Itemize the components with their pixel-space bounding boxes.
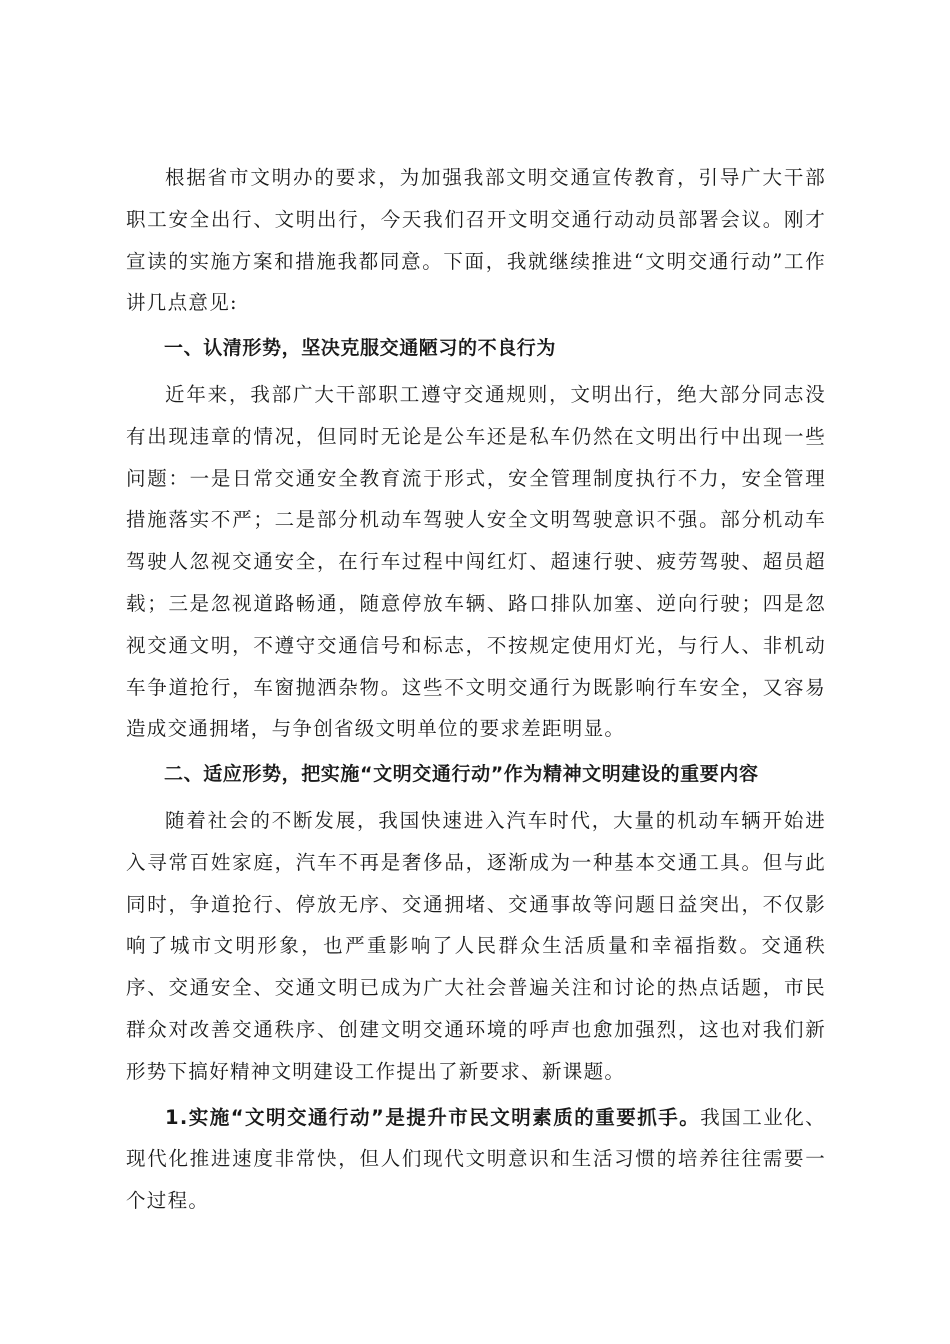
section-1-paragraph: 近年来，我部广大干部职工遵守交通规则，文明出行，绝大部分同志没有出现违章的情况，但同时无论是公车还是私车仍然在文明出行中出现一些问题：一是日常交通安全教育流于形式，安全管理制度执行不力，安全管理措施落实不严；二是部分机动车驾驶人安全文明驾驶意识不强。部分机动车驾驶人忽视交通安全，在行车过程中闯红灯、超速行驶、疲劳驾驶、超员超载；三是忽视道路畅通，随意停放车辆、路口排队加塞、逆向行驶；四是忽视交通文明，不遵守交通信号和标志，不按规定使用灯光，与行人、非机动车争道抢行，车窗抛洒杂物。这些不文明交通行为既影响行车安全，又容易造成交通拥堵，与争创省级文明单位的要求差距明显。 — [126, 382, 826, 741]
section-1-heading: 一、认清形势，坚决克服交通陋习的不良行为 — [164, 337, 557, 360]
point-1-body: 我国工业化、现代化推进速度非常快，但人们现代文明意识和生活习惯的培养往往需要一个过程。 — [126, 1105, 826, 1213]
point-1-paragraph — [126, 1097, 826, 1222]
point-1-lead: 1.实施“文明交通行动”是提升市民文明素质的重要抓手。 — [165, 1105, 701, 1129]
intro-paragraph: 根据省市文明办的要求，为加强我部文明交通宣传教育，引导广大干部职工安全出行、文明出行，今天我们召开文明交通行动动员部署会议。刚才宣读的实施方案和措施我都同意。下面，我就继续推进“文明交通行动”工作讲几点意见: — [126, 166, 826, 315]
section-2-paragraph: 随着社会的不断发展，我国快速进入汽车时代，大量的机动车辆开始进入寻常百姓家庭，汽车不再是奢侈品，逐渐成为一种基本交通工具。但与此同时，争道抢行、停放无序、交通拥堵、交通事故等问题日益突出，不仅影响了城市文明形象，也严重影响了人民群众生活质量和幸福指数。交通秩序、交通安全、交通文明已成为广大社会普遍关注和讨论的热点话题，市民群众对改善交通秩序、创建文明交通环境的呼声也愈加强烈，这也对我们新形势下搞好精神文明建设工作提出了新要求、新课题。 — [126, 808, 826, 1083]
section-2-heading: 二、适应形势，把实施“文明交通行动”作为精神文明建设的重要内容 — [164, 763, 759, 786]
document-body — [126, 157, 826, 1222]
